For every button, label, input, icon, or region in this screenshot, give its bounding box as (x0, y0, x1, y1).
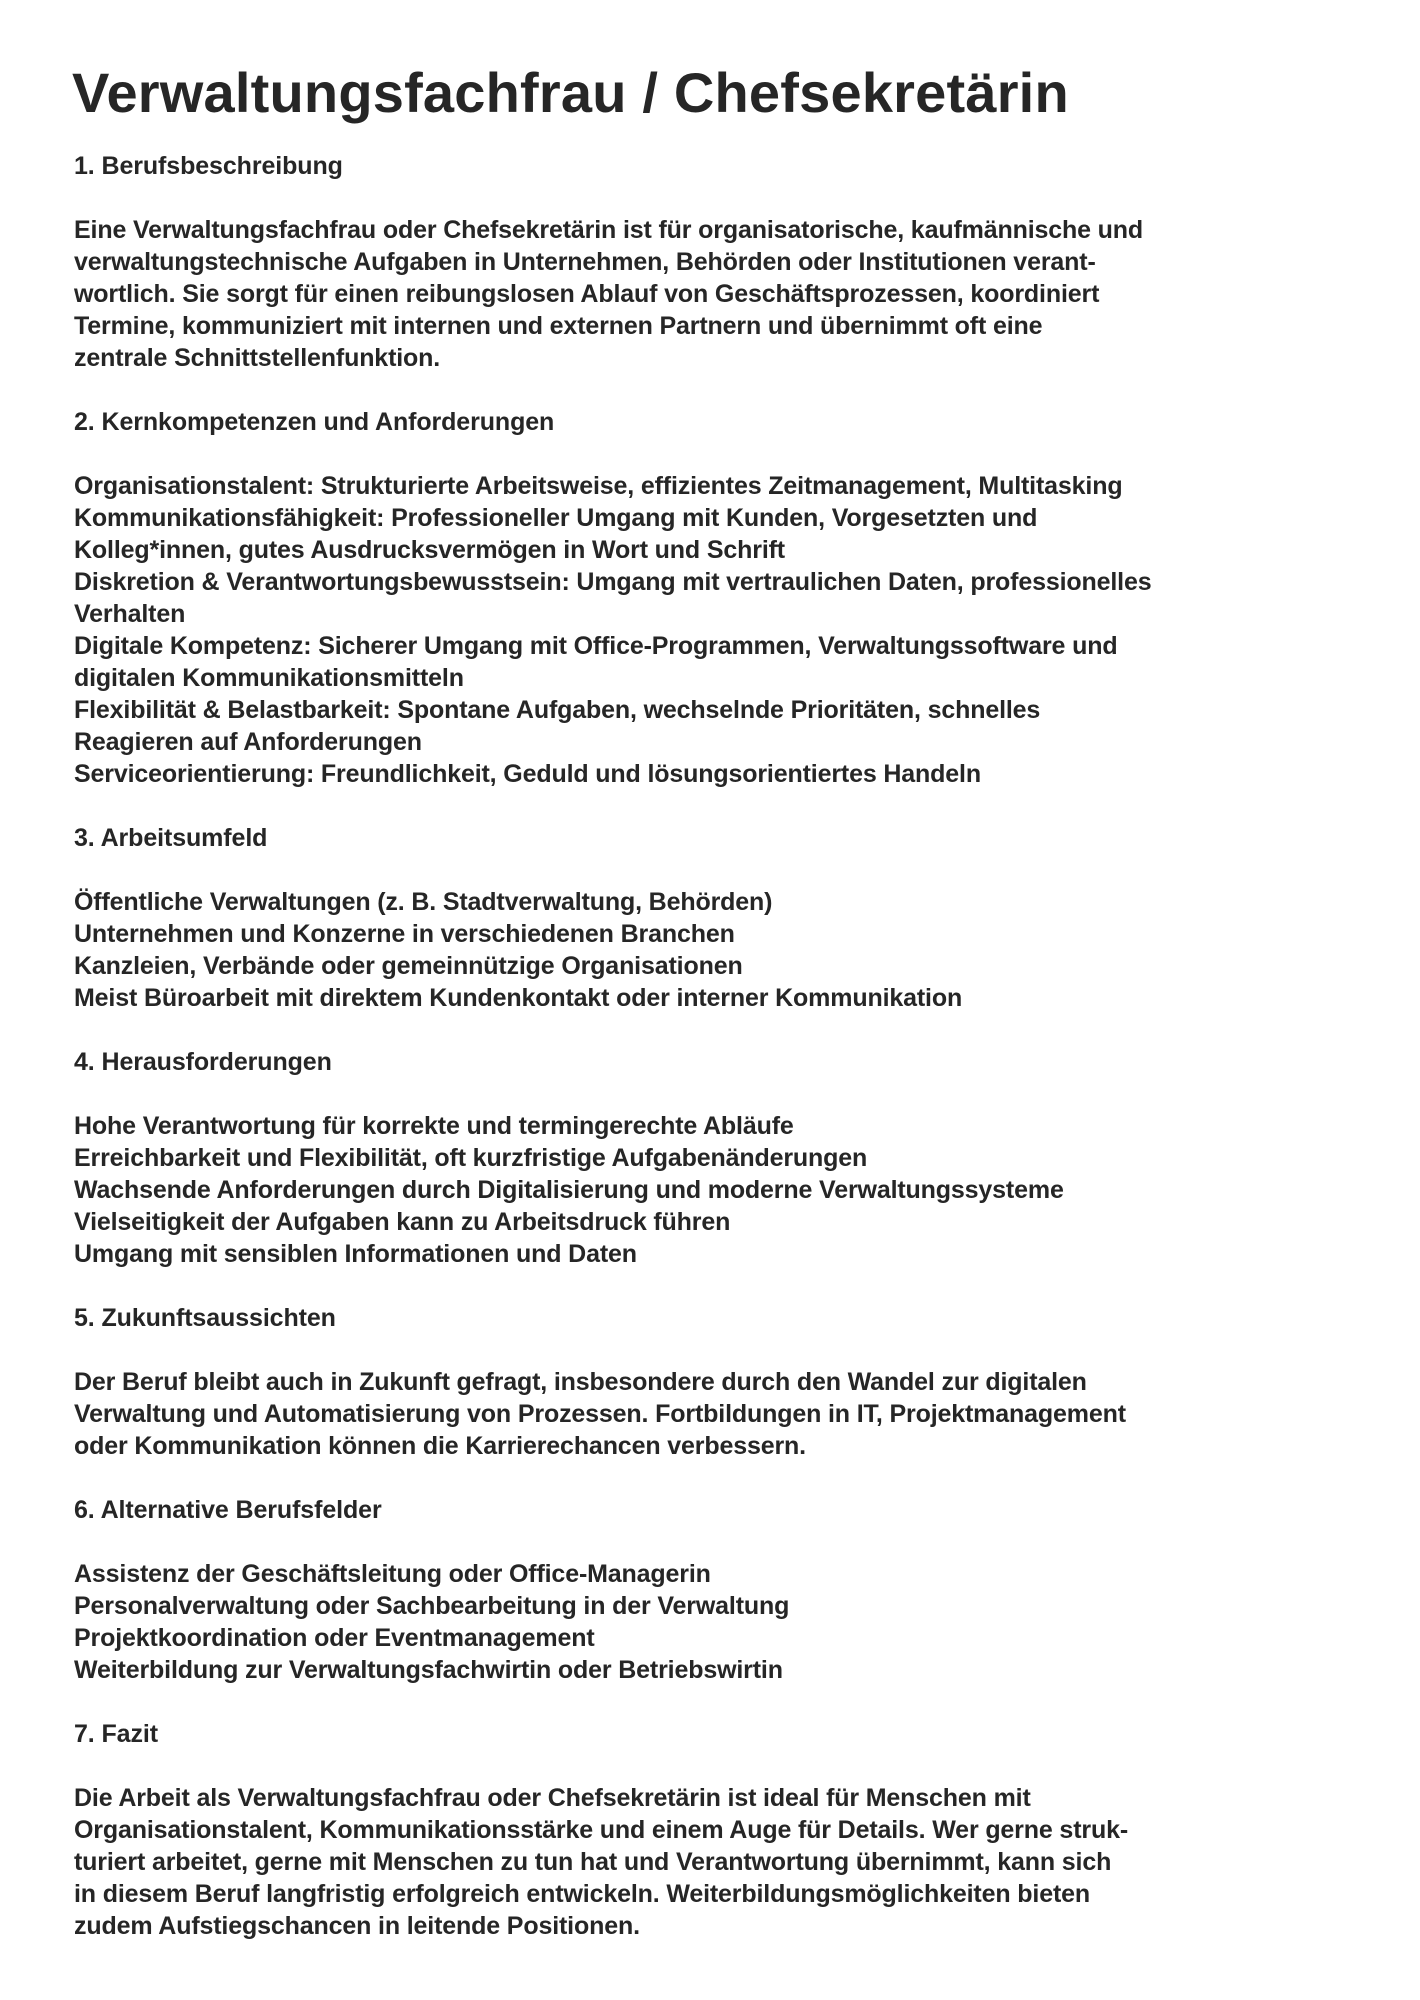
list-line: Serviceorientierung: Freundlichkeit, Geduld und lösungsorientiertes Handeln (74, 760, 981, 788)
section-heading-text: 2. Kernkompetenzen und Anforderungen (74, 408, 555, 436)
list-line: Weiterbildung zur Verwaltungsfachwirtin oder Betriebswirtin (74, 1656, 783, 1684)
document-body (74, 150, 1374, 1942)
section-kernkompetenzen (74, 406, 1374, 822)
paragraph-line: Die Arbeit als Verwaltungsfachfrau oder Chefsekretärin ist ideal für Menschen mit (74, 1784, 1031, 1812)
section-heading (74, 1494, 1374, 1526)
section-heading (74, 150, 1374, 182)
paragraph-line: Verwaltung und Automatisierung von Prozessen. Fortbildungen in IT, Projektmanagement (74, 1400, 1126, 1428)
list-line: Kolleg*innen, gutes Ausdrucksvermögen in Wort und Schrift (74, 536, 785, 564)
list-line: Reagieren auf Anforderungen (74, 728, 422, 756)
list-line: Vielseitigkeit der Aufgaben kann zu Arbeitsdruck führen (74, 1208, 731, 1236)
paragraph-line: wortlich. Sie sorgt für einen reibungslosen Ablauf von Geschäftsprozessen, koordiniert (74, 280, 1100, 308)
list-line: Personalverwaltung oder Sachbearbeitung in der Verwaltung (74, 1592, 790, 1620)
section-heading-text: 5. Zukunftsaussichten (74, 1304, 336, 1332)
list-line: Unternehmen und Konzerne in verschiedenen Branchen (74, 920, 735, 948)
list-line: Organisationstalent: Strukturierte Arbeitsweise, effizientes Zeitmanagement, Multitasking (74, 472, 1123, 500)
paragraph-line: oder Kommunikation können die Karrierechancen verbessern. (74, 1432, 806, 1460)
list-line: Projektkoordination oder Eventmanagement (74, 1624, 595, 1652)
paragraph-line: Organisationstalent, Kommunikationsstärke und einem Auge für Details. Wer gerne struk- (74, 1816, 1128, 1844)
section-alternative-berufsfelder (74, 1494, 1374, 1718)
section-fazit (74, 1718, 1374, 1942)
list-line: Verhalten (74, 600, 186, 628)
list-line: Digitale Kompetenz: Sicherer Umgang mit Office-Programmen, Verwaltungssoftware und (74, 632, 1118, 660)
paragraph-line: turiert arbeitet, gerne mit Menschen zu tun hat und Verantwortung übernimmt, kann sich (74, 1848, 1112, 1876)
section-heading-text: 7. Fazit (74, 1720, 158, 1748)
list-line: Assistenz der Geschäftsleitung oder Office-Managerin (74, 1560, 711, 1588)
section-paragraph (74, 1782, 1374, 1942)
section-heading (74, 406, 1374, 438)
list-line: Erreichbarkeit und Flexibilität, oft kurzfristige Aufgabenänderungen (74, 1144, 868, 1172)
section-heading-text: 6. Alternative Berufsfelder (74, 1496, 382, 1524)
list-line: Öffentliche Verwaltungen (z. B. Stadtverwaltung, Behörden) (74, 888, 773, 916)
section-list (74, 1110, 1374, 1270)
list-line: Wachsende Anforderungen durch Digitalisierung und moderne Verwaltungssysteme (74, 1176, 1064, 1204)
paragraph-line: verwaltungstechnische Aufgaben in Unternehmen, Behörden oder Institutionen verant- (74, 248, 1096, 276)
section-list (74, 1558, 1374, 1686)
section-herausforderungen (74, 1046, 1374, 1302)
section-heading (74, 1718, 1374, 1750)
paragraph-line: in diesem Beruf langfristig erfolgreich entwickeln. Weiterbildungsmöglichkeiten bieten (74, 1880, 1090, 1908)
list-line: Meist Büroarbeit mit direktem Kundenkontakt oder interner Kommunikation (74, 984, 963, 1012)
section-heading (74, 1046, 1374, 1078)
list-line: Kommunikationsfähigkeit: Professioneller Umgang mit Kunden, Vorgesetzten und (74, 504, 1038, 532)
section-berufsbeschreibung (74, 150, 1374, 406)
list-line: Hohe Verantwortung für korrekte und termingerechte Abläufe (74, 1112, 794, 1140)
list-line: Diskretion & Verantwortungsbewusstsein: Umgang mit vertraulichen Daten, professionelles (74, 568, 1152, 596)
paragraph-line: Termine, kommuniziert mit internen und externen Partnern und übernimmt oft eine (74, 312, 1043, 340)
section-heading (74, 822, 1374, 854)
section-list (74, 470, 1374, 790)
paragraph-line: Der Beruf bleibt auch in Zukunft gefragt, insbesondere durch den Wandel zur digitalen (74, 1368, 1087, 1396)
list-line: digitalen Kommunikationsmitteln (74, 664, 464, 692)
list-line: Umgang mit sensiblen Informationen und Daten (74, 1240, 637, 1268)
section-zukunftsaussichten (74, 1302, 1374, 1494)
section-heading (74, 1302, 1374, 1334)
section-arbeitsumfeld (74, 822, 1374, 1046)
section-heading-text: 4. Herausforderungen (74, 1048, 332, 1076)
list-line: Flexibilität & Belastbarkeit: Spontane Aufgaben, wechselnde Prioritäten, schnelles (74, 696, 1041, 724)
document-title: Verwaltungsfachfrau / Chefsekretärin (72, 61, 1069, 124)
section-heading-text: 3. Arbeitsumfeld (74, 824, 268, 852)
section-paragraph (74, 1366, 1374, 1462)
paragraph-line: zentrale Schnittstellenfunktion. (74, 344, 441, 372)
paragraph-line: Eine Verwaltungsfachfrau oder Chefsekretärin ist für organisatorische, kaufmännische und (74, 216, 1144, 244)
section-list (74, 886, 1374, 1014)
section-paragraph (74, 214, 1374, 374)
list-line: Kanzleien, Verbände oder gemeinnützige Organisationen (74, 952, 743, 980)
section-heading-text: 1. Berufsbeschreibung (74, 152, 343, 180)
paragraph-line: zudem Aufstiegschancen in leitende Positionen. (74, 1912, 640, 1940)
